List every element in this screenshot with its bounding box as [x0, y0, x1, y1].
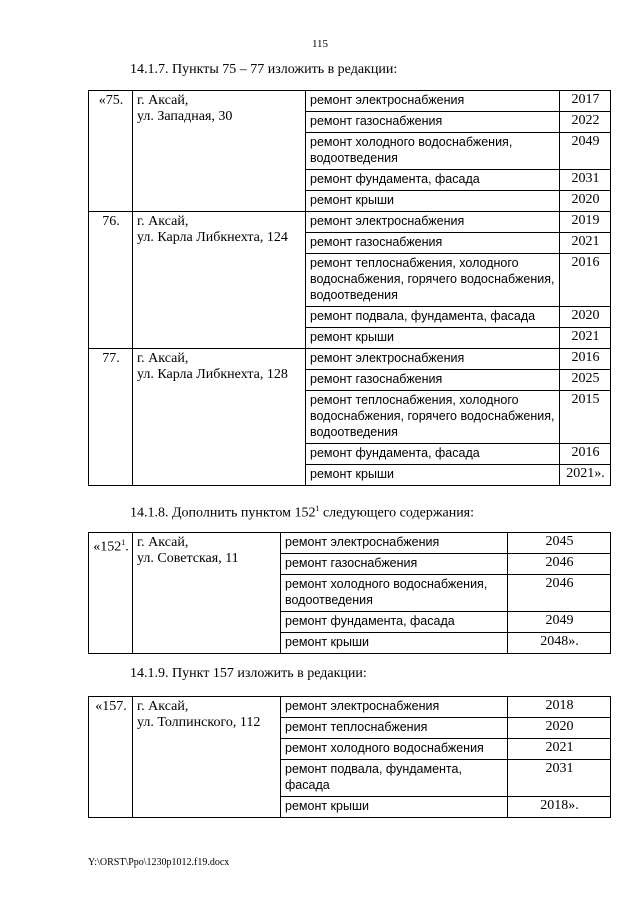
work-type: ремонт крыши: [306, 328, 560, 349]
item-address: [133, 533, 281, 654]
work-year: 2015: [560, 391, 611, 444]
item-number-superscript: 1: [121, 538, 126, 547]
table-row: [89, 212, 611, 233]
table-row: [89, 533, 611, 554]
item-address: [133, 91, 306, 212]
work-year: 2016: [560, 349, 611, 370]
work-year: 2016: [560, 444, 611, 465]
work-year: 2031: [560, 170, 611, 191]
work-type: ремонт газоснабжения: [306, 370, 560, 391]
heading-prefix: 14.1.8. Дополнить пунктом 152: [130, 505, 316, 521]
table-row: [89, 697, 611, 718]
table-item-157: [88, 696, 611, 818]
work-type: ремонт электроснабжения: [281, 697, 508, 718]
work-year: 2049: [560, 133, 611, 170]
work-year: 2020: [560, 307, 611, 328]
item-address: [133, 212, 306, 349]
item-number: 77.: [89, 349, 133, 486]
file-path-footer: Y:\ORST\Ppo\1230p1012.f19.docx: [88, 857, 230, 868]
item-number: [89, 533, 133, 654]
work-type: ремонт фундамента, фасада: [306, 170, 560, 191]
work-type: ремонт холодного водоснабжения, водоотведения: [281, 575, 508, 612]
work-type: ремонт электроснабжения: [306, 349, 560, 370]
heading-superscript: 1: [315, 504, 320, 513]
work-type: ремонт газоснабжения: [306, 233, 560, 254]
address-street: ул. Западная, 30: [137, 109, 233, 124]
work-type: ремонт электроснабжения: [281, 533, 508, 554]
work-type: ремонт подвала, фундамента, фасада: [281, 760, 508, 797]
item-address: [133, 697, 281, 818]
item-number-suffix: .: [125, 539, 129, 555]
section-heading-14-1-9: 14.1.9. Пункт 157 изложить в редакции:: [130, 666, 367, 681]
work-year: 2018».: [508, 797, 611, 818]
work-type: ремонт теплоснабжения: [281, 718, 508, 739]
table-items-75-77: [88, 90, 611, 486]
work-type: ремонт теплоснабжения, холодного водоснабжения, горячего водоснабжения, водоотведения: [306, 391, 560, 444]
work-year: 2020: [560, 191, 611, 212]
work-year: 2021: [560, 233, 611, 254]
work-year: 2016: [560, 254, 611, 307]
table-item-152-1: [88, 532, 611, 654]
address-city: г. Аксай,: [137, 699, 189, 714]
work-year: 2049: [508, 612, 611, 633]
item-address: [133, 349, 306, 486]
heading-suffix: следующего содержания:: [319, 505, 475, 521]
work-type: ремонт газоснабжения: [306, 112, 560, 133]
address-street: ул. Толпинского, 112: [137, 715, 261, 730]
work-year: 2020: [508, 718, 611, 739]
work-type: ремонт теплоснабжения, холодного водоснабжения, горячего водоснабжения, водоотведения: [306, 254, 560, 307]
work-type: ремонт электроснабжения: [306, 212, 560, 233]
work-year: 2021: [560, 328, 611, 349]
work-year: 2045: [508, 533, 611, 554]
address-city: г. Аксай,: [137, 214, 189, 229]
work-type: ремонт холодного водоснабжения, водоотведения: [306, 133, 560, 170]
work-year: 2021».: [560, 465, 611, 486]
work-year: 2031: [508, 760, 611, 797]
work-year: 2021: [508, 739, 611, 760]
item-number: «157.: [89, 697, 133, 818]
work-year: 2022: [560, 112, 611, 133]
work-type: ремонт подвала, фундамента, фасада: [306, 307, 560, 328]
work-type: ремонт фундамента, фасада: [281, 612, 508, 633]
work-type: ремонт крыши: [306, 465, 560, 486]
work-type: ремонт крыши: [281, 633, 508, 654]
page-number: 115: [311, 38, 329, 50]
work-year: 2017: [560, 91, 611, 112]
work-year: 2046: [508, 554, 611, 575]
address-city: г. Аксай,: [137, 93, 189, 108]
address-city: г. Аксай,: [137, 535, 189, 550]
work-year: 2046: [508, 575, 611, 612]
work-type: ремонт холодного водоснабжения: [281, 739, 508, 760]
work-year: 2018: [508, 697, 611, 718]
item-number: 76.: [89, 212, 133, 349]
work-type: ремонт электроснабжения: [306, 91, 560, 112]
item-number: «75.: [89, 91, 133, 212]
table-row: [89, 91, 611, 112]
work-type: ремонт крыши: [306, 191, 560, 212]
address-city: г. Аксай,: [137, 351, 189, 366]
item-number-prefix: «152: [93, 539, 122, 555]
section-heading-14-1-8: [130, 504, 474, 522]
work-type: ремонт газоснабжения: [281, 554, 508, 575]
work-year: 2025: [560, 370, 611, 391]
work-type: ремонт фундамента, фасада: [306, 444, 560, 465]
table-row: [89, 349, 611, 370]
work-year: 2019: [560, 212, 611, 233]
work-year: 2048».: [508, 633, 611, 654]
work-type: ремонт крыши: [281, 797, 508, 818]
section-heading-14-1-7: 14.1.7. Пункты 75 – 77 изложить в редакции:: [130, 62, 398, 77]
address-street: ул. Советская, 11: [137, 551, 239, 566]
address-street: ул. Карла Либкнехта, 128: [137, 367, 288, 382]
address-street: ул. Карла Либкнехта, 124: [137, 230, 288, 245]
